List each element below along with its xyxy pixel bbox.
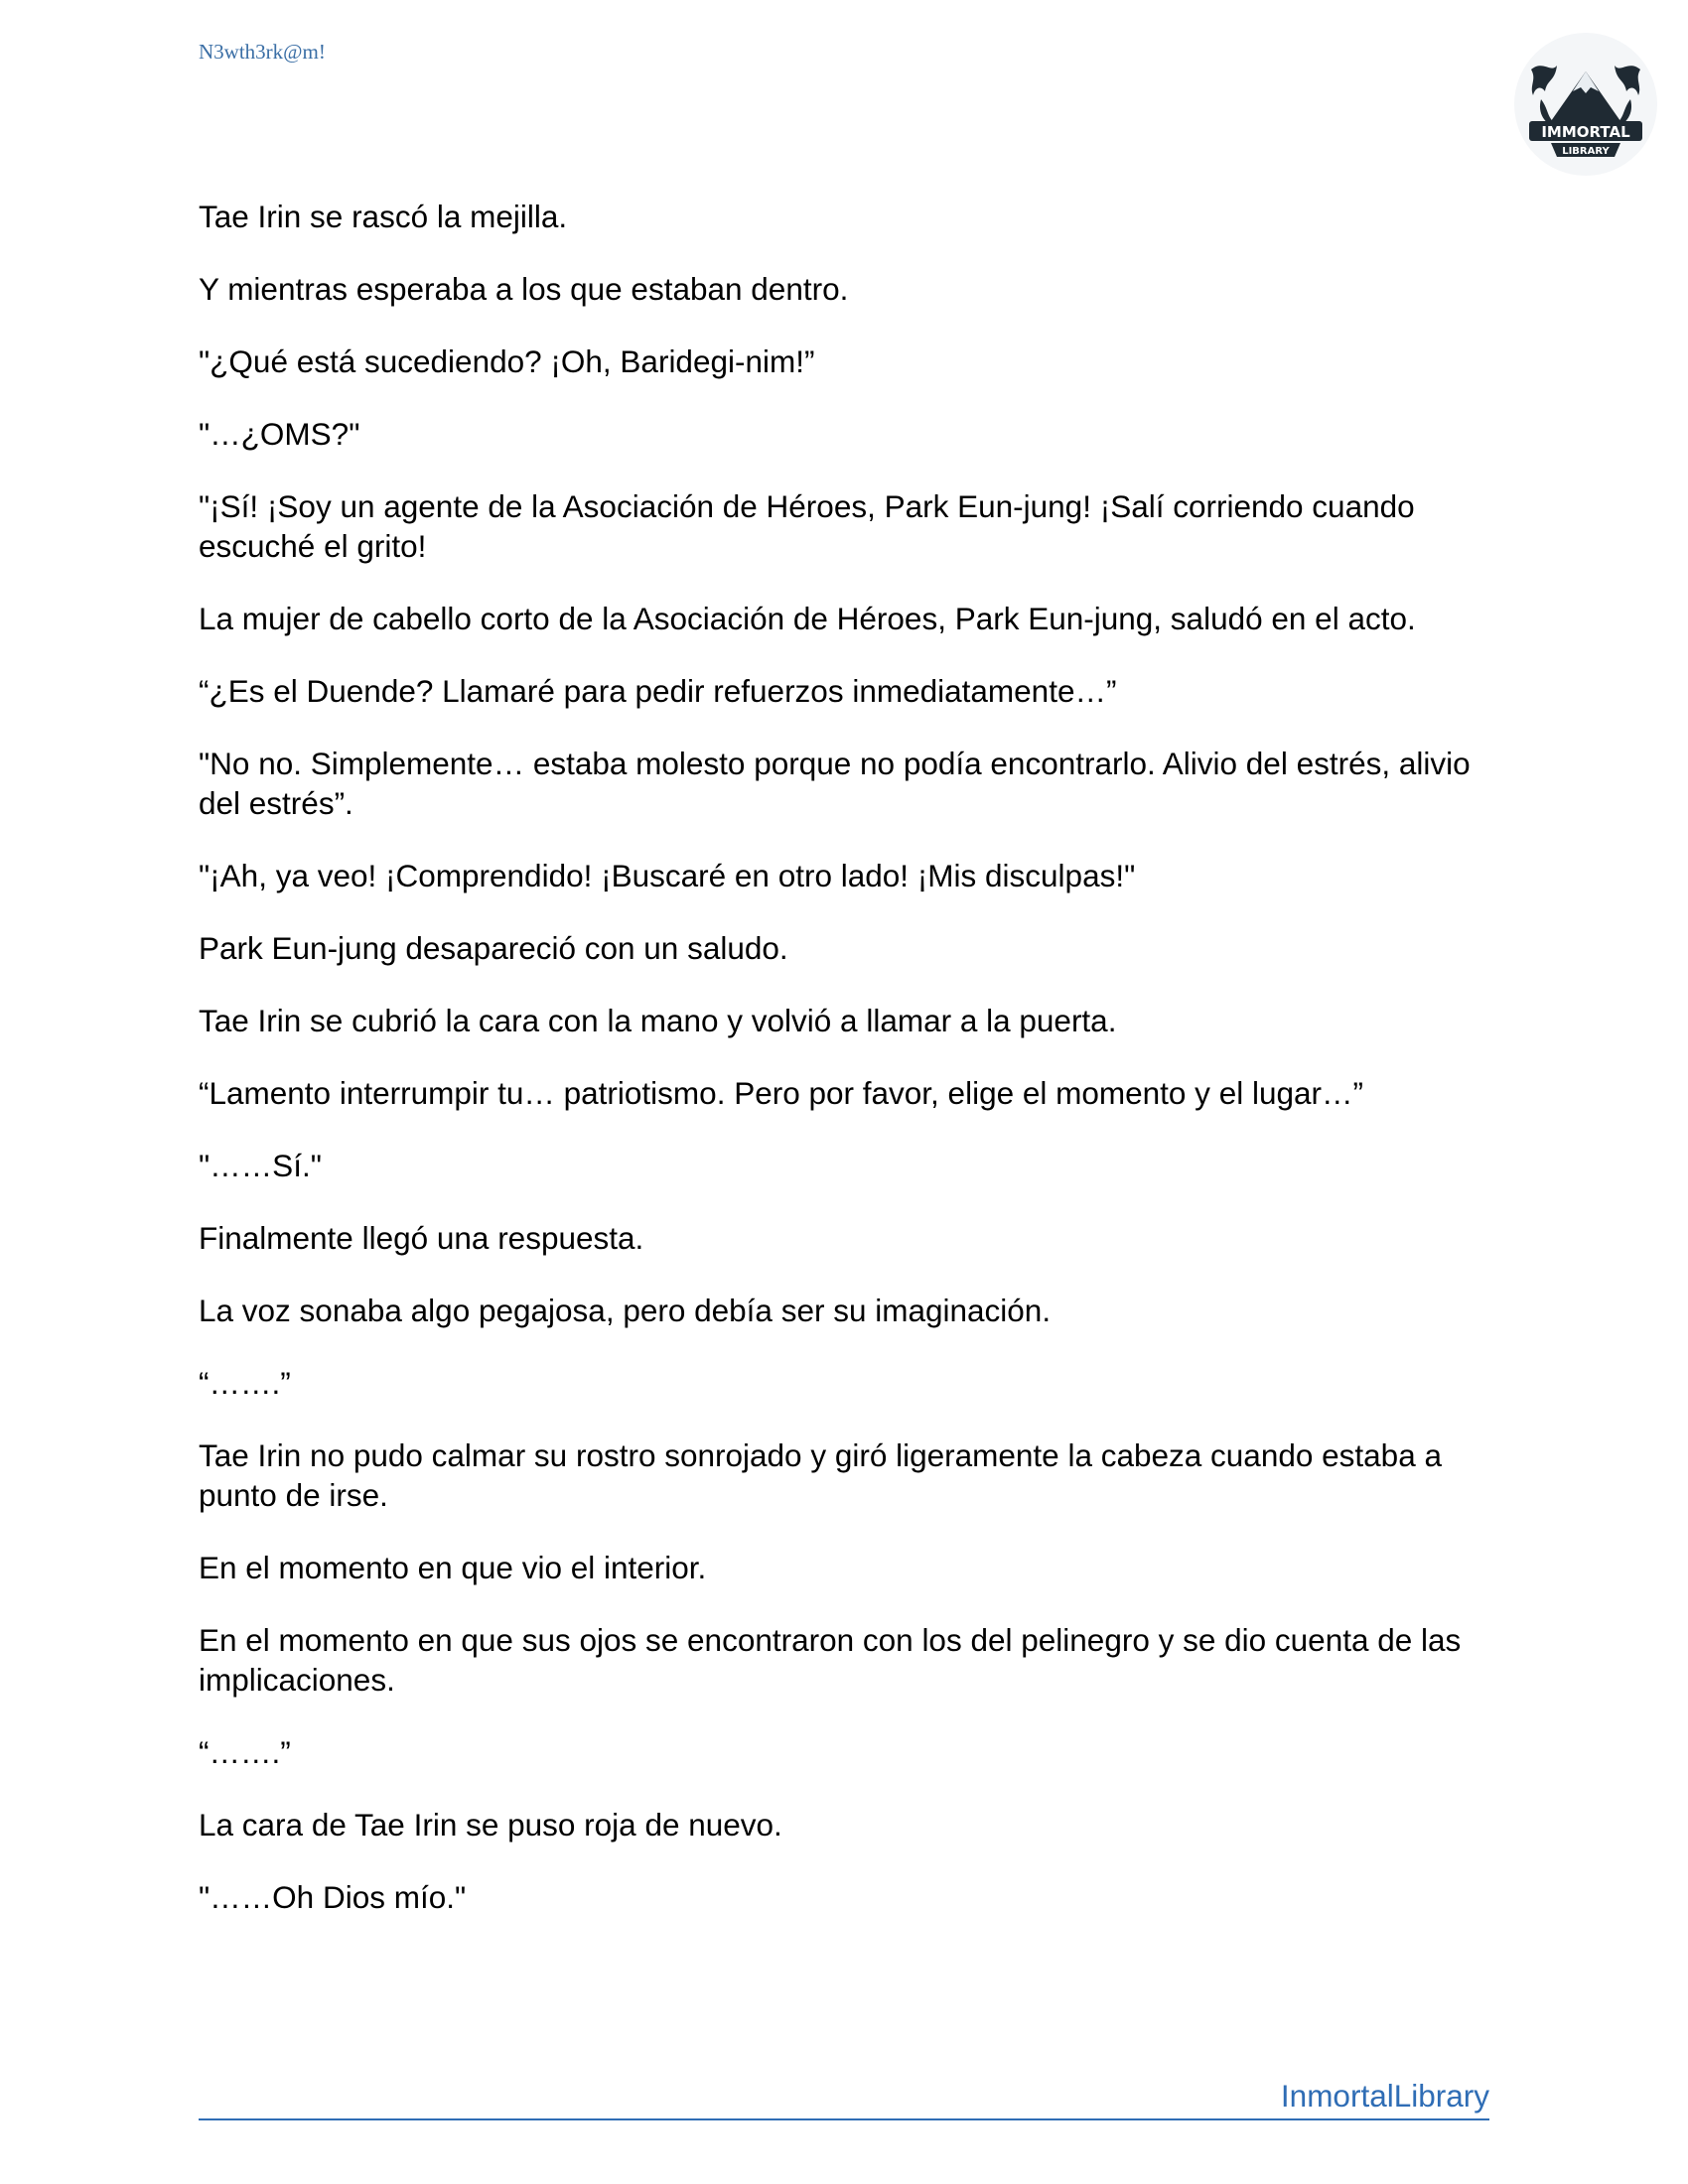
paragraph: “…….” [199,1734,291,1770]
paragraph: Tae Irin se rascó la mejilla. [199,199,568,234]
paragraph: Y mientras esperaba a los que estaban dentro. [199,271,849,307]
logo-emblem-icon [1511,30,1660,179]
paragraph: "¿Qué está sucediendo? ¡Oh, Baridegi-nim!” [199,343,815,379]
paragraph: "¡Ah, ya veo! ¡Comprendido! ¡Buscaré en otro lado! ¡Mis disculpas!" [199,858,1136,893]
paragraph: “Lamento interrumpir tu… patriotismo. Pero por favor, elige el momento y el lugar…” [199,1075,1363,1111]
paragraph: "No no. Simplemente… estaba molesto porque no podía encontrarlo. Alivio del estrés, alivio del estrés”. [199,746,1471,821]
paragraph: "¡Sí! ¡Soy un agente de la Asociación de Héroes, Park Eun-jung! ¡Salí corriendo cuando escuché el grito! [199,488,1415,564]
paragraph: La voz sonaba algo pegajosa, pero debía ser su imaginación. [199,1293,1052,1328]
paragraph: "……Oh Dios mío." [199,1879,467,1915]
paragraph: Finalmente llegó una respuesta. [199,1220,644,1256]
footer-link[interactable]: InmortalLibrary [1280,2078,1489,2114]
paragraph: Tae Irin se cubrió la cara con la mano y volvió a llamar a la puerta. [199,1003,1117,1038]
document-body [199,197,1494,1950]
paragraph: “…….” [199,1365,291,1401]
paragraph: Tae Irin no pudo calmar su rostro sonrojado y giró ligeramente la cabeza cuando estaba a punto de irse. [199,1437,1442,1513]
logo-text-top: IMMORTAL [1541,123,1630,141]
paragraph: "…¿OMS?" [199,416,360,452]
paragraph: "……Sí." [199,1148,322,1183]
paragraph: Park Eun-jung desapareció con un saludo. [199,930,788,966]
paragraph: La cara de Tae Irin se puso roja de nuevo. [199,1807,782,1843]
paragraph: En el momento en que sus ojos se encontraron con los del pelinegro y se dio cuenta de las implicaciones. [199,1622,1462,1698]
paragraph: En el momento en que vio el interior. [199,1550,707,1585]
watermark-text: N3wth3rk@m! [199,40,326,64]
immortal-library-logo [1511,30,1660,179]
paragraph: La mujer de cabello corto de la Asociación de Héroes, Park Eun-jung, saludó en el acto. [199,601,1416,636]
logo-text-bottom: LIBRARY [1562,146,1610,157]
footer-divider [199,2118,1489,2120]
paragraph: “¿Es el Duende? Llamaré para pedir refuerzos inmediatamente…” [199,673,1117,709]
